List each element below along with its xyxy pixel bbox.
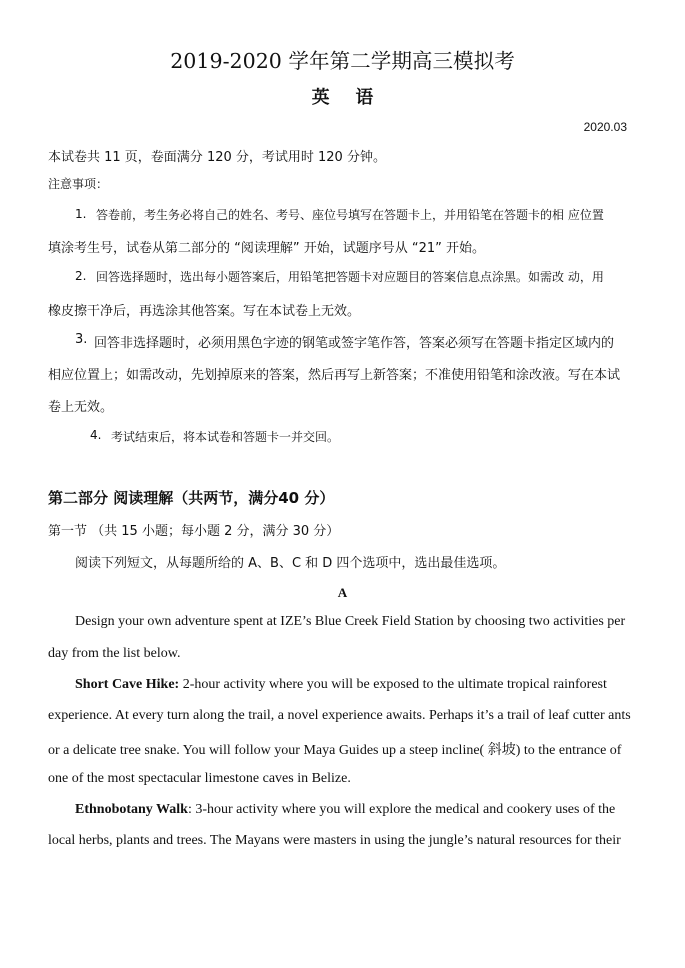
hike-paragraph-line2: experience. At every turn along the trail, a novel experience awaits. Perhaps it’s a trail of leaf cutter ants	[48, 708, 631, 723]
section1-heading: 第一节 （共 15 小题；每小题 2 分，满分 30 分）	[48, 524, 340, 539]
note-1-number: 1.	[75, 207, 87, 221]
note-3-number: 3.	[75, 332, 88, 347]
note-1-line1: 答卷前，考生务必将自己的姓名、考号、座位号填写在答题卡上，并用铅笔在答题卡的相 应位置	[96, 208, 604, 222]
hike-text: 2-hour activity where you will be exposed to the ultimate tropical rainforest	[179, 677, 607, 692]
notes-label: 注意事项：	[48, 177, 109, 191]
hike-paragraph-line3: or a delicate tree snake. You will follow your Maya Guides up a steep incline( 斜坡) to the entrance of	[48, 743, 622, 758]
exam-title: 2019-2020 学年第二学期高三模拟考	[170, 49, 515, 73]
subject-title: 英语	[311, 87, 400, 108]
passage-intro-line2: day from the list below.	[48, 646, 181, 661]
note-3-line2: 相应位置上；如需改动，先划掉原来的答案，然后再写上新答案；不准使用铅笔和涂改液。写在本试	[48, 368, 621, 383]
reading-instruction: 阅读下列短文，从每题所给的 A、B、C 和 D 四个选项中，选出最佳选项。	[75, 556, 506, 571]
note-4-number: 4.	[90, 428, 102, 442]
walk-paragraph-line1	[75, 802, 615, 818]
walk-title: Ethnobotany Walk	[75, 802, 188, 817]
hike-paragraph-line1	[75, 677, 607, 693]
passage-label: A	[337, 585, 348, 600]
exam-info: 本试卷共 11 页，卷面满分 120 分，考试用时 120 分钟。	[48, 150, 386, 165]
note-3-line1: 回答非选择题时，必须用黑色字迹的钢笔或签字笔作答，答案必须写在答题卡指定区域内的	[94, 336, 615, 351]
note-4-line1: 考试结束后，将本试卷和答题卡一并交回。	[111, 430, 340, 444]
note-3-line3: 卷上无效。	[48, 400, 114, 415]
note-1-line2: 填涂考生号，试卷从第二部分的 “阅读理解” 开始，试题序号从 “21” 开始。	[48, 241, 486, 256]
note-2-number: 2.	[75, 269, 87, 283]
note-2-line1: 回答选择题时，选出每小题答案后，用铅笔把答题卡对应题目的答案信息点涂黑。如需改 动，用	[96, 270, 604, 284]
hike-paragraph-line4: one of the most spectacular limestone caves in Belize.	[48, 771, 351, 786]
note-2-line2: 橡皮擦干净后，再选涂其他答案。写在本试卷上无效。	[48, 304, 361, 319]
walk-text: : 3-hour activity where you will explore the medical and cookery uses of the	[187, 802, 616, 817]
walk-paragraph-line2: local herbs, plants and trees. The Mayans were masters in using the jungle’s natural resources for their	[48, 833, 621, 848]
passage-intro-line1: Design your own adventure spent at IZE’s Blue Creek Field Station by choosing two activities per	[75, 614, 626, 629]
exam-date: 2020.03	[583, 120, 627, 134]
part2-heading: 第二部分 阅读理解（共两节，满分40 分）	[48, 489, 335, 507]
hike-title: Short Cave Hike:	[75, 677, 180, 692]
